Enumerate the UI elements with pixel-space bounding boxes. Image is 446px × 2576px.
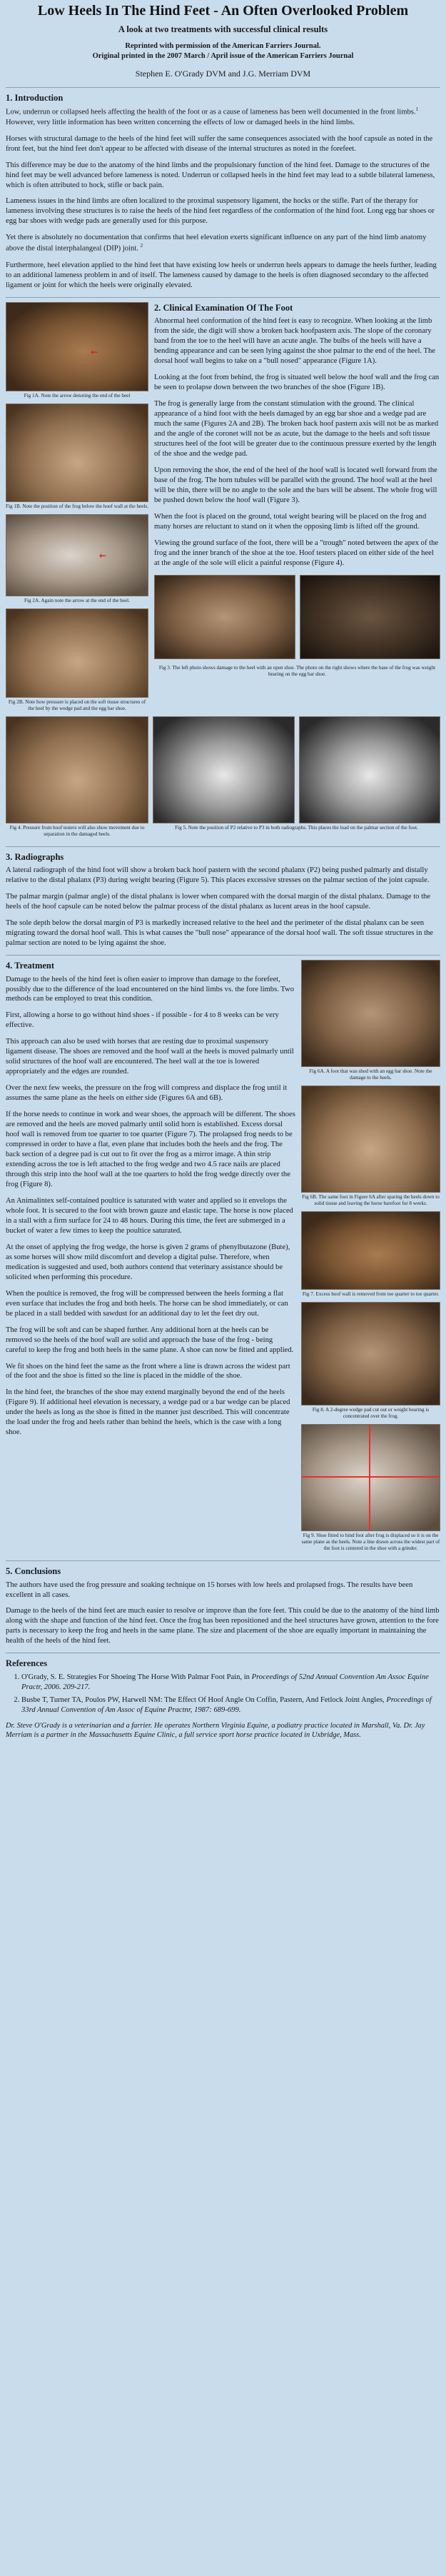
- figure-1a: [6, 302, 148, 399]
- reference-text: O'Grady, S. E. Strategies For Shoeing The Horse With Palmar Foot Pain, in: [21, 1673, 252, 1681]
- radio-p1: A lateral radiograph of the hind foot will show a broken back hoof pastern with the second phalanx (P2) being pushed palmarly and distally relative to the distal phalanx (P3) during weight bearing (Figure 5). This places excessive stresses on the palmar section of the joint capsule.: [6, 866, 430, 885]
- figure-6a-photo: [301, 960, 440, 1067]
- radio-p3: The sole depth below the dorsal margin of P3 is markedly increased relative to the heel and the perimeter of the distal phalanx can be seen migrating toward the dorsal hoof wall. This is what causes the "bull nose" appearance of the dorsal hoof wall. The soft tissue structures in the palmar section are noted to be lying against the shoe.: [6, 919, 434, 948]
- clinical-p4: Upon removing the shoe, the end of the heel of the hoof wall is located well forward from the base of the frog. The horn tubules will be parallel with the ground. The hoof wall at the heel will be thin, there will be no angle to the sole and the bars will be absent. The whole frog will be pushed down below the hoof wall (Figure 3).: [154, 466, 437, 504]
- divider: [6, 87, 440, 88]
- figure-3-caption: Fig 3. The left photo shows damage to the heel with an open shoe. The photo on the right shows where the base of the frog was weight bearing on the egg bar shoe.: [158, 664, 436, 677]
- figure-9-photo: [301, 1424, 440, 1531]
- figure-3: [154, 575, 440, 663]
- clinical-p5: When the foot is placed on the ground, total weight bearing will be placed on the frog and many horses are reluctant to stand on it when the opposing limb is lifted off the ground.: [154, 512, 427, 531]
- treatment-p4: Over the next few weeks, the pressure on the frog will compress and displace the frog until it assumes the same plane as the heels on either side (Figures 6A and 6B).: [6, 1084, 288, 1103]
- authors: Stephen E. O'Grady DVM and J.G. Merriam DVM: [135, 68, 311, 79]
- widest-part-line: [302, 1476, 440, 1478]
- treatment-heading: 4. Treatment: [6, 961, 55, 971]
- figure-3-left: [154, 575, 295, 659]
- figure-4: [6, 716, 148, 838]
- figure-8-caption: Fig 8. A 2-degree wedge pad cut out or weight bearing is concentrated over the frog.: [312, 1407, 430, 1420]
- figure-2b-caption: Fig 2B. Note how pressure is placed on the soft tissue structures of the heel by the wedge pad and the egg bar shoe.: [8, 698, 146, 711]
- figure-8-photo: [301, 1302, 440, 1405]
- figure-9-caption: Fig 9. Shoe fitted to hind foot after frog is displaced so it is on the same plane as the heels. Note a line drawn across the widest part of the foot is centered in the shoe with a grinder.: [301, 1533, 440, 1552]
- reference-source: Proceedings of 52nd Annual Convention Am Assoc Equine Practr, 2006. 209-217.: [21, 1673, 429, 1691]
- figure-5: [153, 716, 440, 838]
- figure-2b: [6, 608, 148, 712]
- clinical-heading: 2. Clinical Examination Of The Foot: [154, 302, 293, 313]
- treatment-p6: An Animalintex self-contained poultice is saturated with water and applied so it envelops the whole foot. It is secured to the foot with brown gauze and elastic tape. The horse is now placed in a stall with a firm surface for 24 to 48 hours. During this time, the feet are submerged in a bucket of water a few times to keep the poultice saturated.: [6, 1196, 293, 1235]
- author-footnote: Dr. Steve O'Grady is a veterinarian and a farrier. He operates Northern Virginia Equine, a podiatry practice located in Marshall, Va. Dr. Jay Merriam is a partner in the Massachusetts Equine Clinic, a full service sport horse practice located in Uxbridge, Mass.: [6, 1721, 425, 1740]
- figure-1a-caption: Fig 1A. Note the arrow denoting the end of the heel: [24, 392, 131, 399]
- figure-6b: [301, 1086, 440, 1207]
- references-heading: References: [6, 1658, 48, 1669]
- treatment-p8: When the poultice is removed, the frog will be compressed between the heels forming a flat even surface that includes the frog and both heels. The horse can be shod immediately, or can be placed in a stall bedded with sawdust for an additional day to let the feet dry out.: [6, 1289, 288, 1318]
- page-title: Low Heels In The Hind Feet - An Often Overlooked Problem: [37, 3, 409, 19]
- treatment-p2: First, allowing a horse to go without hind shoes - if possible - for 4 to 8 weeks can be very effective.: [6, 1011, 279, 1030]
- figure-4-photo: [6, 716, 148, 823]
- reprint-line-1: Reprinted with permission of the American Farriers Journal.: [125, 41, 321, 50]
- figure-5-images: [153, 716, 440, 823]
- figure-1b-photo: [6, 404, 148, 502]
- radio-p2: The palmar margin (palmar angle) of the distal phalanx is lower when compared with the dorsal margin of the distal phalanx. Damage to the heels of the hoof capsule can be noted below the palmar process of the distal phalanx as lucent areas in the hoof capsule.: [6, 893, 431, 911]
- clinical-figures: [6, 302, 148, 716]
- figure-7-caption: Fig 7. Excess hoof wall is removed from toe quarter to toe quarter.: [302, 1291, 440, 1298]
- treatment-p7: At the onset of applying the frog wedge, the horse is given 2 grams of phenylbutazone (Bute), as some horses will show mild discomfort and develop a digital pulse. Therefore, when medication is suggested and used, both authors contend that veterinary assistance should be solicited when performing this procedure.: [6, 1243, 290, 1281]
- intro-p1-text-b: However, very little information has been written concerning the effects of low or damaged heels in the hind limbs.: [6, 118, 355, 126]
- figure-6b-caption: Fig 6B. The same foot in Figure 6A after sparing the heels down to solid tissue and leaving the horse barefoot for 8 weeks.: [302, 1194, 440, 1207]
- ref-marker: 1: [415, 106, 419, 113]
- intro-p1-text: Low, underrun or collapsed heels affecting the health of the foot or as a cause of lameness has been well documented in the front limbs.: [6, 108, 416, 116]
- clinical-section: [6, 302, 440, 716]
- treatment-p1: Damage to the heels of the hind feet is often easier to improve than damage to the forefeet, possibly due to the difference of the load encountered on the hind limbs vs. the fore limbs. Two methods can be employed to treat this condition.: [6, 975, 294, 1003]
- treatment-section: [6, 960, 440, 1556]
- divider: [6, 846, 440, 847]
- figure-2b-photo: [6, 608, 148, 698]
- treatment-p11: In the hind feet, the branches of the shoe may extend marginally beyond the end of the heels (Figure 9). If additional heel elevation is necessary, a wedge pad or a bar wedge can be placed under the heels as long as the shoe is fitted in the manner just described. This will concentrate the load under the frog and heels rather than behind the heels, which is the case with a long shoe.: [6, 1388, 290, 1437]
- figure-1a-photo: [6, 302, 148, 391]
- figure-4-caption: Fig 4. Pressure from hoof testers will also show movement due to separation in the damaged heels.: [9, 824, 145, 837]
- figure-2a-photo: [6, 514, 148, 596]
- figure-8: [301, 1302, 440, 1420]
- references-list: [6, 1673, 440, 1715]
- figure-6a: [301, 960, 440, 1081]
- intro-p4: Lameness issues in the hind limbs are often localized to the proximal suspensory ligament, the hocks or the stifle. Part of the therapy for lameness involving these structures is to raise the heels of the hind feet regardless of the conformation of the hind foot. Long egg bar shoes or egg bar shoes with wedge pads are generally used for this purpose.: [6, 197, 435, 226]
- figure-2a: [6, 514, 148, 604]
- divider: [6, 1560, 440, 1561]
- radio-heading: 3. Radiographs: [6, 851, 64, 862]
- intro-p1: [6, 106, 440, 127]
- ref-marker: 2: [140, 243, 143, 249]
- article-subtitle: A look at two treatments with successful clinical results: [118, 24, 328, 34]
- figure-1b-caption: Fig 1B. Note the position of the frog below the hoof wall at the heels.: [6, 503, 149, 509]
- reference-item: [21, 1695, 440, 1715]
- divider: [6, 955, 440, 956]
- divider: [6, 297, 440, 298]
- treatment-p5: If the horse needs to continue in work and wear shoes, the approach will be different. The shoes are removed and the heels are moved palmarly until solid horn is established. Excess dorsal hoof wall is removed from toe quarter to toe quarter (Figure 7). The prolapsed frog needs to be compressed in order to have a flat, even plane that includes both the heels and the frog. The back section of a degree pad is cut out to fit over the frog as a mirror image. A thin strip extending across the toe is left attached to the frog wedge and two 4.5 race nails are placed through this strip into the hoof wall at the toe quarters to hold the frog wedge directly over the frog (Figure 8).: [6, 1111, 295, 1188]
- intro-p5: [6, 233, 440, 254]
- clinical-p3: The frog is generally large from the constant stimulation with the ground. The clinical appearance of a hind foot with the heels damaged by an egg bar shoe and a wedge pad are much the same (Figures 2A and 2B). The broken back hoof pastern axis will not be as marked and the angle of the coronet will not be as acute, but the damage to the heels and soft tissue structures heel of the foot will be greater due to the continuous pressure exerted by the length of the shoe and the wedge pad.: [154, 400, 439, 458]
- reference-item: [21, 1673, 440, 1693]
- treatment-figures: [301, 960, 440, 1556]
- figure-3-right: [300, 575, 441, 659]
- intro-p2: Horses with structural damage to the heels of the hind feet will suffer the same consequences associated with the hoof capsule as noted in the front feet, but the hind feet don't appear to be affected with disease of the internal structures as noted in the forefeet.: [6, 134, 433, 153]
- figure-2a-caption: Fig 2A. Again note the arrow at the end of the heel.: [24, 597, 130, 603]
- arrow-icon: ←: [91, 346, 98, 357]
- figure-3-right-photo: [300, 575, 441, 659]
- figure-7: [301, 1211, 440, 1298]
- treatment-p10: We fit shoes on the hind feet the same as the front where a line is drawn across the widest part of the foot and the shoe is fitted so the line is placed in the middle of the shoe.: [6, 1362, 290, 1380]
- figure-5-caption: Fig 5. Note the position of P2 relative to P3 in both radiographs. This places the load on the palmar section of the foot.: [175, 824, 418, 831]
- reprint-note: [6, 41, 440, 61]
- treatment-p3: This approach can also be used with horses that are resting due to proximal suspensory ligament disease. The shoes are removed and the hoof wall at the heels is moved palmarly until solid structures of the hoof wall are encountered. The heel wall at the toe is lowered appropriately and the edges are rounded.: [6, 1038, 294, 1076]
- arrow-icon: ←: [99, 550, 107, 561]
- figure-5-xray-left: [153, 716, 295, 823]
- intro-p3: This difference may be due to the anatomy of the hind limbs and the propulsionary function of the hind feet. Damage to the structures of the hind feet may be well advanced before lameness is noted. Underrun or collapsed heels in the hind feet may lead to a subtle bilateral lameness, which is often attributed to hock, stifle or back pain.: [6, 161, 435, 189]
- treatment-p9: The frog will be soft and can be shaped further. Any additional horn at the heels can be removed so the heels of the hoof wall are solid and approach the base of the frog - being careful to keep the frog and both heels in the same plane. A shoe can now be fitted and applied.: [6, 1325, 294, 1354]
- clinical-p2: Looking at the foot from behind, the frog is situated well below the hoof wall and the frog can be seen to prolapse down between the two branches of the shoe (Figure 1B).: [154, 374, 440, 392]
- center-line: [369, 1425, 370, 1531]
- conclusions-p2: Damage to the heels of the hind feet are much easier to resolve or improve than the fore feet. This could be due to the anatomy of the hind limb along with the shape and function of the hind feet. Once the frog has been repositioned and the heel structures have grown, attention to the fore parts is necessary to keep the frog and heels in the same plane. The size and placement of the shoe are equally important in maintaining the health of the heels of the hind feet.: [6, 1607, 440, 1645]
- reference-source: Proceedings of 33rd Annual Convention of Am Assoc of Equine Practnr, 1987: 689-699.: [21, 1695, 432, 1714]
- intro-p6: Furthermore, heel elevation applied to the hind feet that have existing low heels or underrun heels appears to damage the heels further, leading to an additional lameness problem in and of itself. The lameness caused by damage to the heels is often diagnosed secondary to the affected ligament or joint for which the heels were originally elevated.: [6, 261, 437, 289]
- figure-6b-photo: [301, 1086, 440, 1193]
- intro-heading: 1. Introduction: [6, 92, 64, 103]
- figure-1b: [6, 404, 148, 510]
- figure-7-photo: [301, 1211, 440, 1290]
- clinical-p1: Abnormal heel conformation of the hind feet is easy to recognize. When looking at the limb from the side, the digit will show a broken back hoofpastern axis. The slope of the coronary band from the toe to the heel will have an acute angle. The bulbs of the heels will have a bending appearance and can be seen lying against the shoe palmar to the end of the heel. The dorsal hoof wall begins to take on a "bull nosed" appearance (Figure 1A).: [154, 317, 435, 366]
- figure-3-left-photo: [154, 575, 295, 659]
- figure-9: [301, 1424, 440, 1552]
- conclusions-heading: 5. Conclusions: [6, 1566, 61, 1577]
- intro-p5-text: Yet there is absolutely no documentation that confirms that heel elevation exerts significant influence on any part of the hind limb anatomy above the distal interphalangeal (DIP) joint.: [6, 234, 427, 253]
- clinical-p6: Viewing the ground surface of the foot, there will be a "trough" noted between the apex of the frog and the inner branch of the shoe at the toe. Hoof testers placed on either side of the heel at the angle of the sole will elicit a painful response (Figure 4).: [154, 538, 439, 567]
- reprint-line-2: Original printed in the 2007 March / April issue of the American Farriers Journal: [92, 51, 354, 60]
- reference-text: Busbe T, Turner TA, Poulos PW, Harwell NM: The Effect Of Hoof Angle On Coffin, Pastern, And Fetlock Joint Angles,: [21, 1695, 387, 1704]
- conclusions-p1: The authors have used the frog pressure and soaking technique on 15 horses with low heels and prolapsed frogs. The results have been excellent in all cases.: [6, 1580, 413, 1599]
- figures-4-5: [6, 716, 440, 842]
- figure-5-xray-right: [299, 716, 441, 823]
- figure-6a-caption: Fig 6A. A foot that was shod with an egg bar shoe. Note the damage to the heels.: [309, 1068, 432, 1081]
